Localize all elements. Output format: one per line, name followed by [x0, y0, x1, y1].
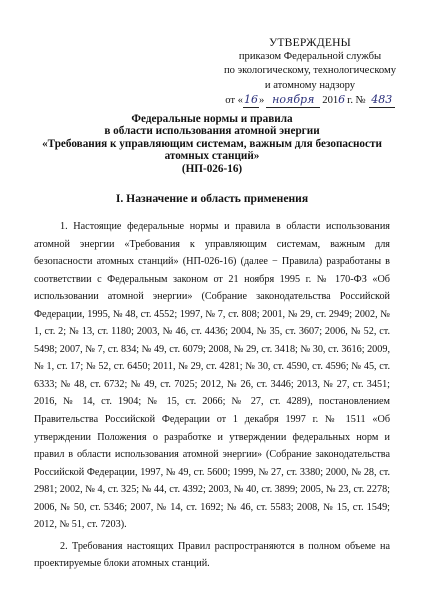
handwritten-day: 16 [243, 93, 259, 108]
handwritten-year-digit: 6 [338, 92, 346, 106]
paragraph-1: 1. Настоящие федеральные нормы и правила в области использования атомной энергии «Требования к управляющим системам, важным для безопасности атомных станций» (НП-026-16) (далее − Правила) разработаны в соответствии с Федеральным законом от 21 ноября 1995 г. № 170-ФЗ «Об использовании атомной энергии» (Собрание законодательства Российской Федерации, 1995, № 48, ст. 4552; 1997, № 7, ст. 808; 2001, № 29, ст. 2949; 2002, № 1, ст. 2; № 13, ст. 1180; 2003, № 46, ст. 4436; 2004, № 35, ст. 3607; 2006, № 52, ст. 5498; 2007, № 7, ст. 834; № 49, ст. 6079; 2008, № 29, ст. 3418; № 30, ст. 3616; 2009, № 1, ст. 17; № 52, ст. 6450; 2011, № 29, ст. 4281; № 30, ст. 4590, ст. 4596; № 45, ст. 6333; № 48, ст. 6732; № 49, ст. 7025; 2012, № 26, ст. 3446; 2013, № 27, ст. 3451; 2016, № 14, ст. 1904; № 15, ст. 2066; № 27, ст. 4289), постановлением Правительства Российской Федерации от 1 декабря 1997 г. № 1511 «Об утверждении Положения о разработке и утверждении федеральных норм и правил в области использования атомной энергии» (Собрание законодательства Российской Федерации, 1997, № 49, ст. 5600; 1999, № 27, ст. 3380; 2000, № 28, ст. 2981; 2002, № 4, ст. 325; № 44, ст. 4392; 2003, № 40, ст. 3899; 2005, № 23, ст. 2278; 2006, № 50, ст. 5346; 2007, № 14, ст. 1692; № 46, ст. 5583; 2008, № 15, ст. 1549; 2012, № 51, ст. 7203). [34, 221, 390, 531]
approval-line-2: по экологическому, технологическому [223, 65, 397, 77]
approval-block [220, 36, 400, 108]
approval-heading: УТВЕРЖДЕНЫ [268, 36, 351, 49]
title-line-5: (НП-026-16) [181, 162, 243, 175]
handwritten-month: ноября [266, 93, 320, 108]
document-title [30, 113, 394, 175]
title-line-2: в области использования атомной энергии [104, 125, 320, 138]
approval-line-3: и атомному надзору [264, 79, 356, 91]
approval-line-1: приказом Федеральной службы [238, 51, 382, 63]
date-mid: » [258, 94, 265, 106]
handwritten-order-number: 483 [369, 93, 395, 108]
title-line-3: «Требования к управляющим системам, важным для безопасности [42, 137, 382, 150]
year-suffix: г. № [347, 94, 366, 106]
paragraph-2: 2. Требования настоящих Правил распространяются в полном объеме на проектируемые блоки атомных станций. [34, 540, 390, 570]
document-body [34, 218, 390, 573]
title-line-1: Федеральные нормы и правила [131, 113, 293, 125]
title-line-4: атомных станций» [164, 150, 260, 163]
date-prefix: от « [225, 94, 243, 106]
approval-date-line [220, 93, 400, 108]
year-prefix: 201 [322, 94, 339, 106]
section-heading: I. Назначение и область применения [115, 192, 309, 205]
